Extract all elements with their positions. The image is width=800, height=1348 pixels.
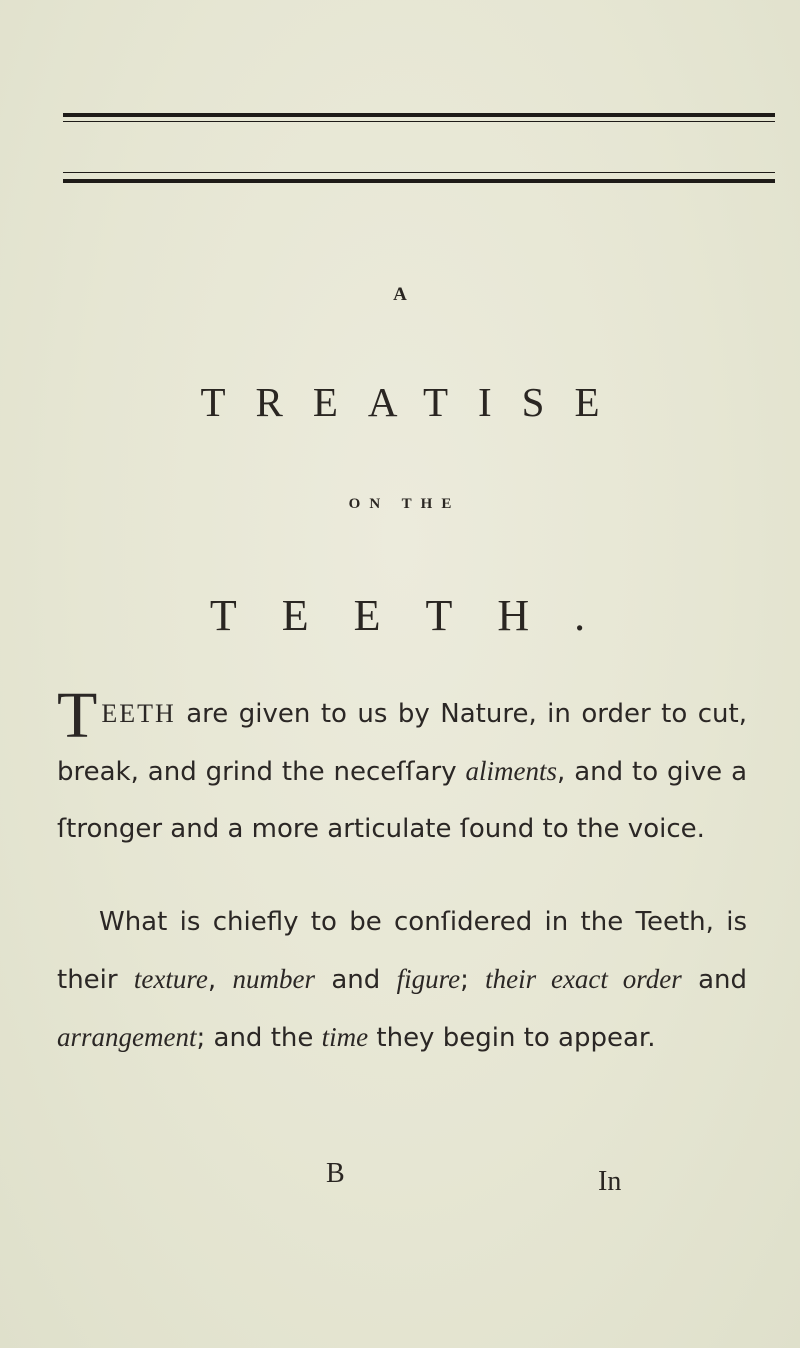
- lower-border-rule-thin: [63, 172, 775, 173]
- italic-term: aliments: [465, 756, 558, 786]
- opening-small-caps: EETH: [101, 699, 176, 728]
- italic-term: their exact order: [485, 964, 682, 994]
- top-border-rule-thick: [63, 113, 775, 117]
- italic-term: texture: [133, 964, 208, 994]
- lower-border-rule-thick: [63, 179, 775, 183]
- paragraph-2-text: ,: [207, 965, 233, 995]
- paragraph-2-text: and: [314, 965, 397, 995]
- paragraph-1: [57, 679, 747, 858]
- drop-cap: T: [57, 679, 98, 752]
- paragraph-2-text: What is chiefly to be conſidered in the Teeth, is their: [57, 907, 747, 995]
- top-border-rule-thin: [63, 121, 775, 122]
- paragraph-2-text: ; and the: [196, 1023, 322, 1053]
- catchword: In: [598, 1166, 622, 1197]
- italic-term: number: [232, 964, 315, 994]
- italic-term: time: [321, 1022, 369, 1052]
- italic-term: arrangement: [57, 1022, 197, 1052]
- paragraph-1-text: , and to give a ſtronger and a more articulate ſound to the voice.: [57, 757, 747, 844]
- title-subject: TEETH.: [209, 591, 631, 640]
- paragraph-2-text: they begin to appear.: [368, 1023, 656, 1053]
- title-connector: ON THE: [348, 496, 461, 512]
- paragraph-2-text: and: [681, 965, 747, 995]
- title-article: A: [393, 284, 407, 305]
- signature-mark: B: [326, 1158, 345, 1189]
- italic-term: figure: [396, 964, 461, 994]
- paragraph-2: [57, 894, 747, 1067]
- paragraph-1-text: are given to us by Nature, in order to cut, break, and grind the neceſſary: [57, 699, 747, 787]
- page-footer: [0, 1158, 800, 1198]
- paragraph-2-text: ;: [460, 965, 486, 995]
- title-main: TREATISE: [200, 379, 630, 425]
